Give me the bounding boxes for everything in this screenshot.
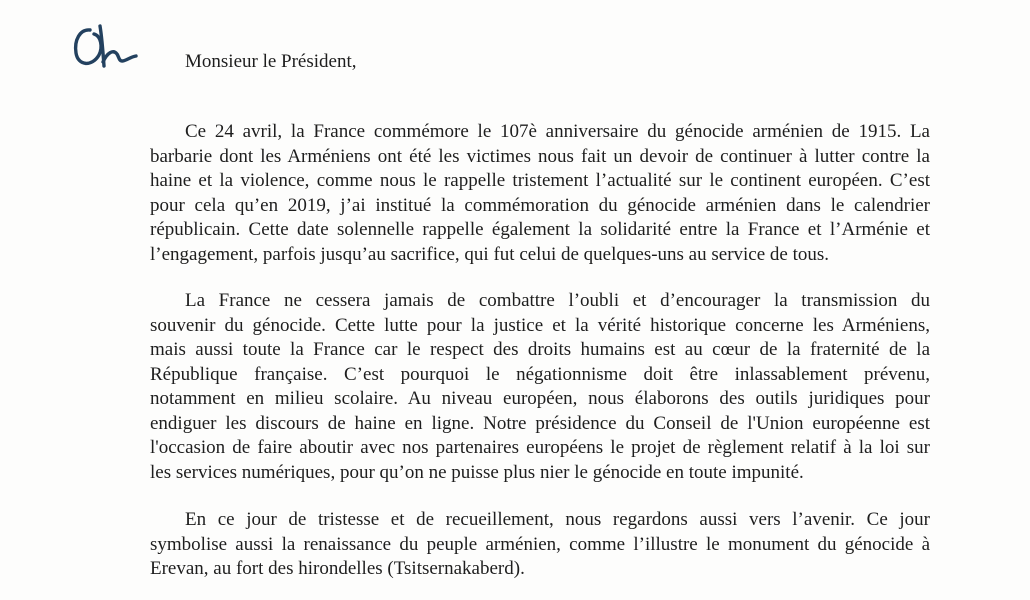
paragraph-line: notamment en milieu scolaire. Au niveau européen, nous élaborons des outils juridiques pour [150,388,930,409]
paragraph-line: République française. C’est pourquoi le négationnisme doit être inlassablement prévenu, [150,363,930,385]
paragraph-line: mais aussi toute la France car le respect des droits humains est au cœur de la fraternité de la [150,339,930,360]
paragraph-2 [150,289,930,485]
paragraph-line: l'occasion de faire aboutir avec nos partenaires européens le projet de règlement relatif à la loi sur [150,437,930,458]
paragraph-line: l’engagement, parfois jusqu’au sacrifice, qui fut celui de quelques-uns au service de tous. [150,243,830,265]
paragraph-line: républicain. Cette date solennelle rappelle également la solidarité entre la France et l’Arménie et [150,219,930,240]
paragraph-line: les services numériques, pour qu’on ne puisse plus nier le génocide en toute impunité. [150,461,804,483]
paragraph-line: En ce jour de tristesse et de recueillement, nous regardons aussi vers l’avenir. Ce jour [185,509,930,530]
paragraph-1 [150,120,930,267]
handwritten-initials-icon [66,22,144,74]
paragraph-line: barbarie dont les Arméniens ont été les victimes nous fait un devoir de continuer à lutter contre la [150,145,930,167]
paragraph-3 [150,508,930,582]
paragraph-line: Erevan, au fort des hirondelles (Tsitsernakaberd). [150,558,525,579]
salutation: Monsieur le Président, [185,51,357,72]
paragraph-line: symbolise aussi la renaissance du peuple arménien, comme l’illustre le monument du génocide à [150,533,930,555]
paragraph-line: pour cela qu’en 2019, j’ai institué la commémoration du génocide arménien dans le calendrier [150,194,930,216]
paragraph-line: endiguer les discours de haine en ligne. Notre présidence du Conseil de l'Union européenne est [150,412,930,434]
paragraph-line: La France ne cessera jamais de combattre l’oubli et d’encourager la transmission du [185,290,930,311]
paragraph-line: haine et la violence, comme nous le rappelle tristement l’actualité sur le continent européen. C’est [150,170,930,191]
paragraph-line: souvenir du génocide. Cette lutte pour la justice et la vérité historique concerne les Arméniens, [150,314,930,336]
paragraph-line: Ce 24 avril, la France commémore le 107è anniversaire du génocide arménien de 1915. La [185,121,930,142]
